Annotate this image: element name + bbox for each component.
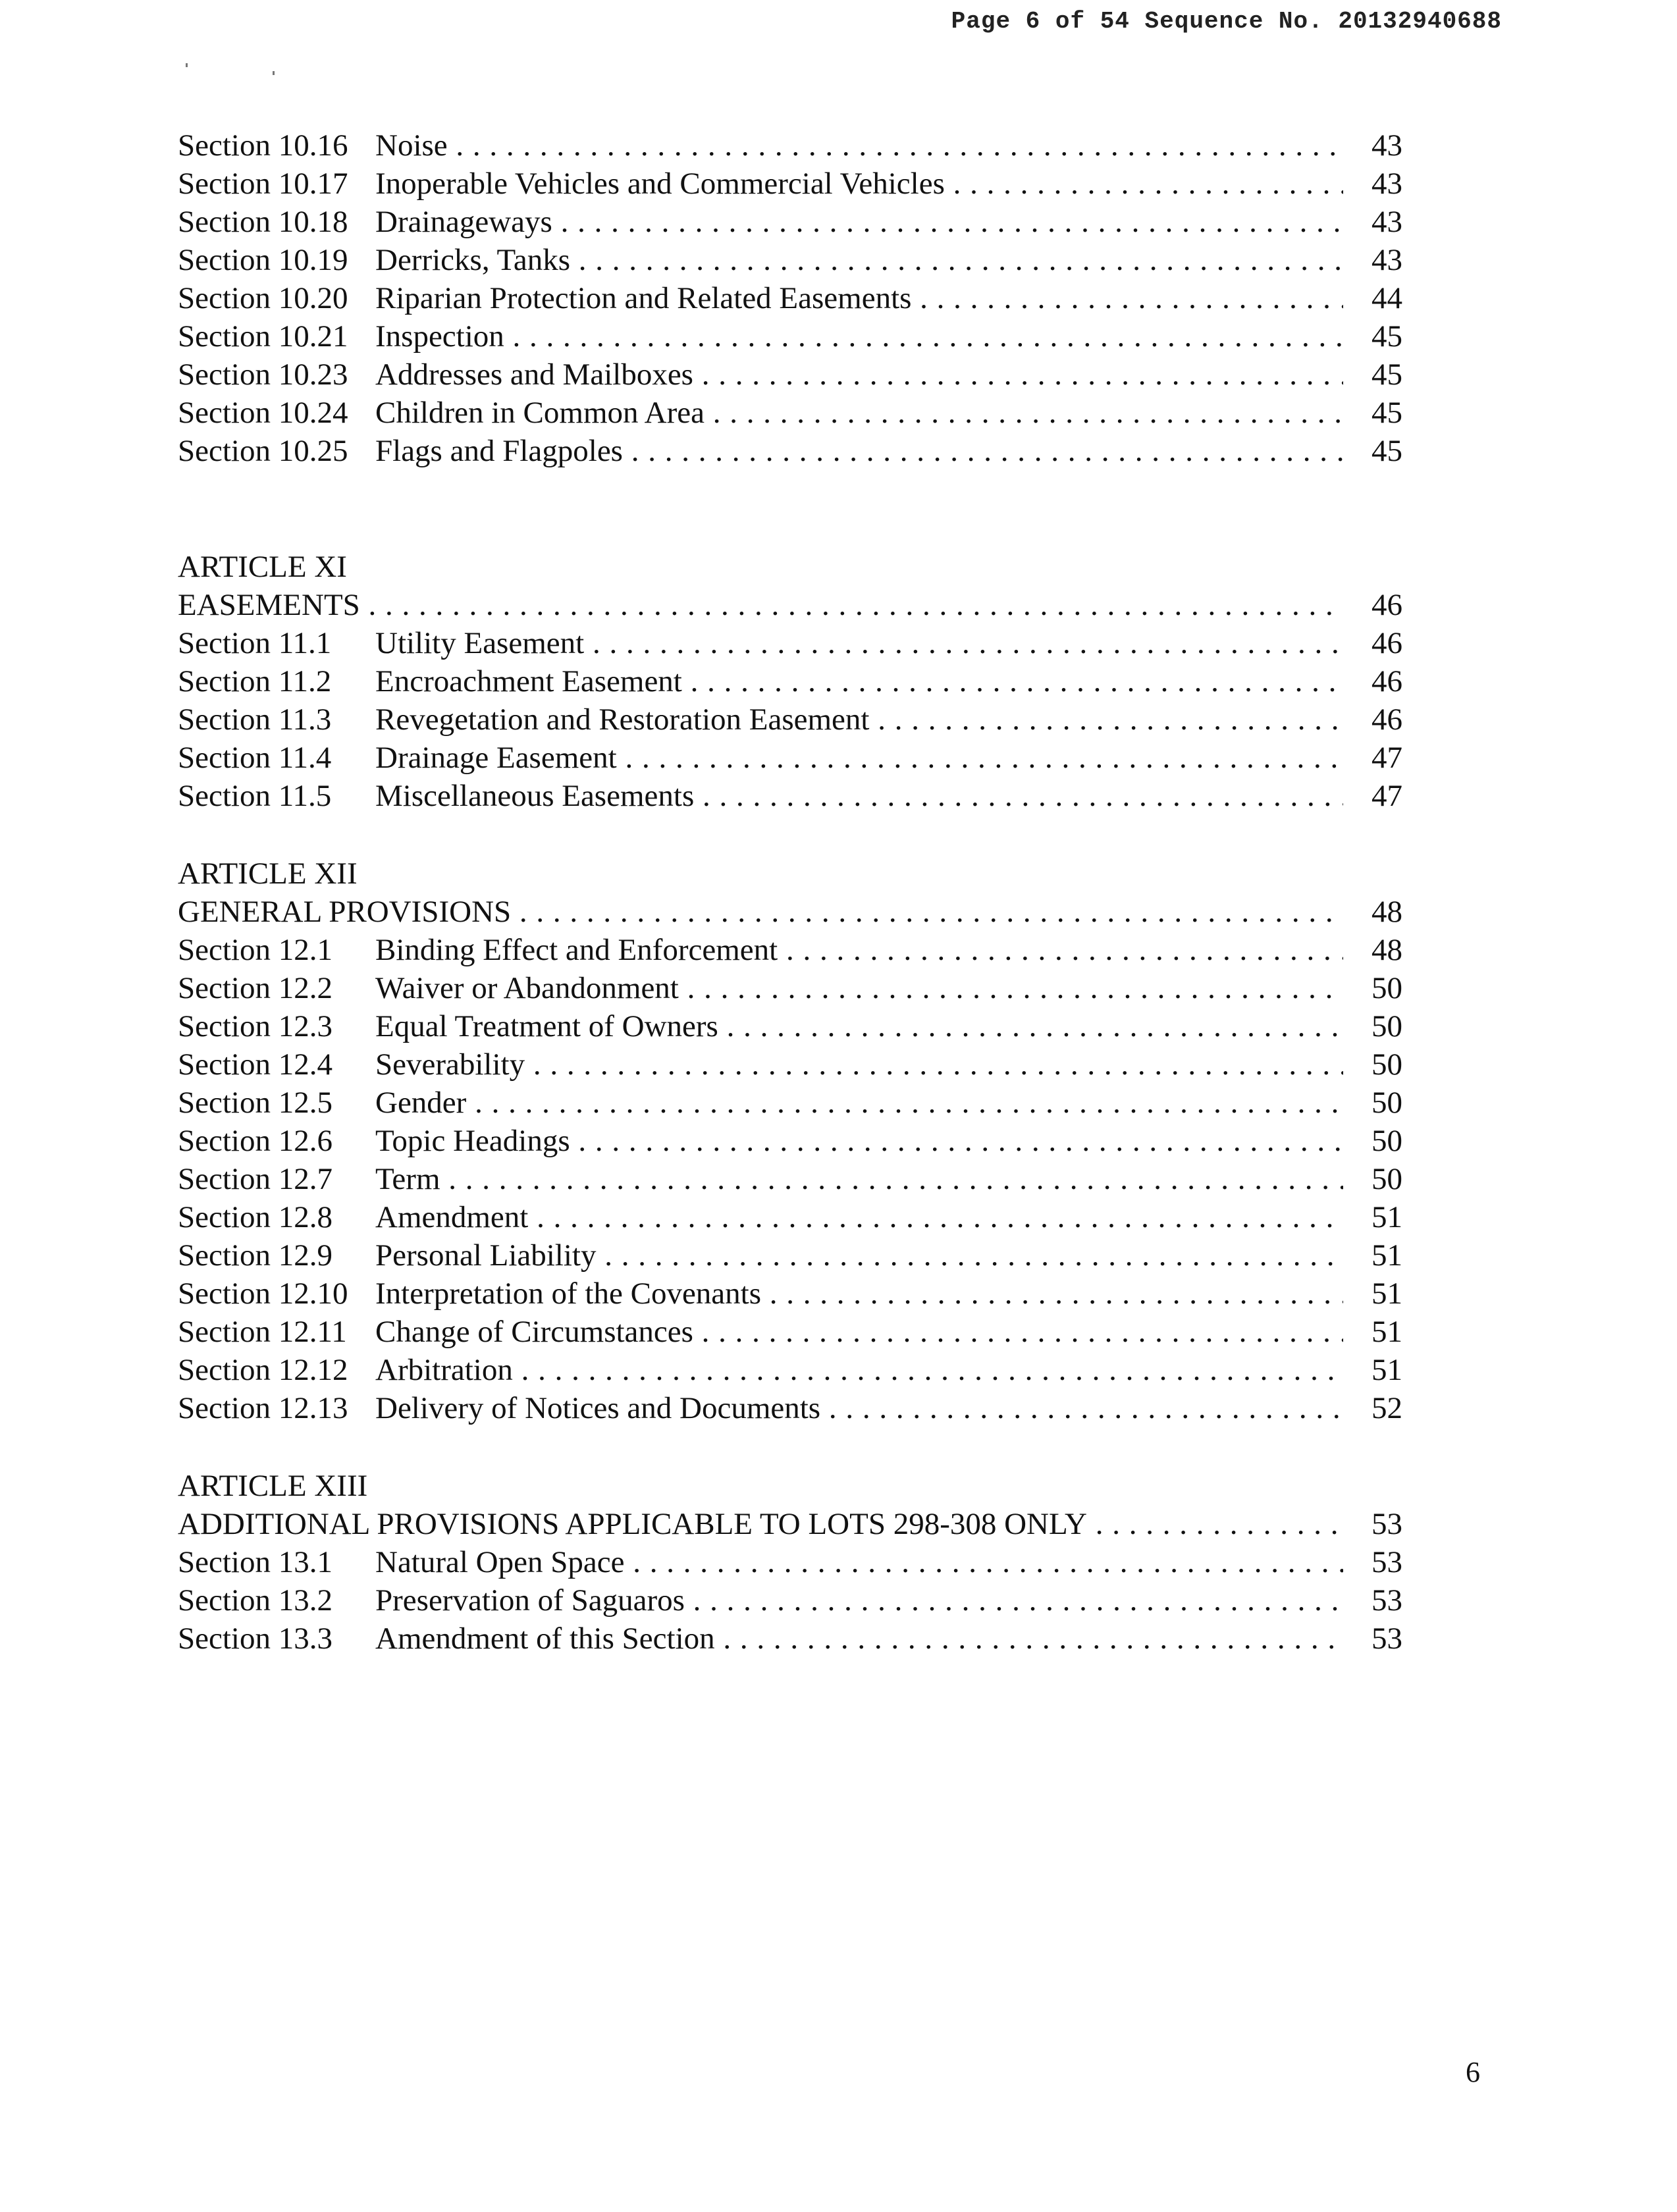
section-number: Section 13.2 xyxy=(178,1583,333,1618)
section-title: Severability . . . xyxy=(375,1045,1343,1084)
page-number: 46 xyxy=(1371,664,1402,698)
page-number: 45 xyxy=(1371,319,1402,354)
section-number: Section 12.5 xyxy=(178,1086,333,1120)
scan-speck xyxy=(273,71,275,75)
section-title: Equal Treatment of Owners . . . xyxy=(375,1007,1343,1045)
page-number: 53 xyxy=(1371,1507,1402,1541)
section-number: Section 10.23 xyxy=(178,357,348,392)
section-number: Section 12.9 xyxy=(178,1238,333,1273)
section-title: Delivery of Notices and Documents . . . xyxy=(375,1389,1343,1427)
section-number: Section 12.3 xyxy=(178,1009,333,1043)
toc-article-entry[interactable] xyxy=(178,586,1402,624)
section-number: Section 12.7 xyxy=(178,1162,333,1196)
article-title: ADDITIONAL PROVISIONS APPLICABLE TO LOTS 298-308 ONLY . . . xyxy=(178,1505,1343,1543)
toc-entry[interactable] xyxy=(178,356,1402,394)
table-of-contents xyxy=(178,126,1402,1658)
toc-entry[interactable] xyxy=(178,624,1402,662)
section-title: Utility Easement . . . xyxy=(375,624,1343,662)
section-number: Section 13.1 xyxy=(178,1545,333,1579)
page-number: 51 xyxy=(1371,1200,1402,1234)
toc-entry[interactable] xyxy=(178,394,1402,432)
toc-entry[interactable] xyxy=(178,777,1402,815)
toc-entry[interactable] xyxy=(178,1275,1402,1313)
toc-entry[interactable] xyxy=(178,1198,1402,1236)
section-title: Amendment . . . xyxy=(375,1198,1343,1236)
page-number: 45 xyxy=(1371,357,1402,392)
section-number: Section 12.6 xyxy=(178,1124,333,1158)
page-number: 50 xyxy=(1371,1124,1402,1158)
section-number: Section 13.3 xyxy=(178,1621,333,1656)
page-number: 44 xyxy=(1371,281,1402,315)
page-number: 43 xyxy=(1371,205,1402,239)
toc-entry[interactable] xyxy=(178,662,1402,700)
section-number: Section 10.19 xyxy=(178,243,348,277)
section-number: Section 10.20 xyxy=(178,281,348,315)
section-title: Children in Common Area . . . xyxy=(375,394,1343,432)
page-number: 43 xyxy=(1371,167,1402,201)
page-number: 45 xyxy=(1371,396,1402,430)
page-number: 53 xyxy=(1371,1583,1402,1618)
section-title: Personal Liability . . . xyxy=(375,1236,1343,1275)
toc-group-article-x-continued xyxy=(178,126,1402,470)
page-number: 48 xyxy=(1371,933,1402,967)
toc-entry[interactable] xyxy=(178,1620,1402,1658)
section-number: Section 12.1 xyxy=(178,933,333,967)
section-title: Revegetation and Restoration Easement . . . xyxy=(375,700,1343,739)
section-number: Section 11.3 xyxy=(178,702,332,737)
page-number: 46 xyxy=(1371,626,1402,660)
page-number: 46 xyxy=(1371,588,1402,622)
section-title: Interpretation of the Covenants . . . xyxy=(375,1275,1343,1313)
toc-entry[interactable] xyxy=(178,1160,1402,1198)
toc-entry[interactable] xyxy=(178,969,1402,1007)
footer-page-number: 6 xyxy=(1466,2056,1480,2088)
section-title: Binding Effect and Enforcement . . . xyxy=(375,931,1343,969)
page-number: 50 xyxy=(1371,971,1402,1005)
toc-article-entry[interactable] xyxy=(178,893,1402,931)
section-title: Drainageways . . . xyxy=(375,203,1343,241)
toc-entry[interactable] xyxy=(178,1236,1402,1275)
section-title: Encroachment Easement . . . xyxy=(375,662,1343,700)
scan-speck xyxy=(186,63,188,67)
section-title: Derricks, Tanks . . . xyxy=(375,241,1343,279)
page-number: 51 xyxy=(1371,1238,1402,1273)
toc-entry[interactable] xyxy=(178,279,1402,317)
section-title: Term . . . xyxy=(375,1160,1343,1198)
toc-group-article-xii xyxy=(178,855,1402,1427)
toc-group-article-xi xyxy=(178,548,1402,815)
page-number: 51 xyxy=(1371,1315,1402,1349)
section-number: Section 10.18 xyxy=(178,205,348,239)
section-title: Preservation of Saguaros . . . xyxy=(375,1581,1343,1620)
toc-entry[interactable] xyxy=(178,317,1402,356)
section-number: Section 11.2 xyxy=(178,664,332,698)
section-number: Section 12.4 xyxy=(178,1047,333,1082)
toc-entry[interactable] xyxy=(178,1122,1402,1160)
page-number: 51 xyxy=(1371,1353,1402,1387)
toc-entry[interactable] xyxy=(178,203,1402,241)
article-title: GENERAL PROVISIONS . . . xyxy=(178,893,1343,931)
page-number: 43 xyxy=(1371,243,1402,277)
section-title: Arbitration . . . xyxy=(375,1351,1343,1389)
toc-entry[interactable] xyxy=(178,1007,1402,1045)
section-number: Section 10.16 xyxy=(178,128,348,163)
article-label: ARTICLE XI xyxy=(178,550,347,584)
page-header-sequence: Page 6 of 54 Sequence No. 20132940688 xyxy=(951,8,1502,35)
page-number: 50 xyxy=(1371,1009,1402,1043)
section-title: Addresses and Mailboxes . . . xyxy=(375,356,1343,394)
page-number: 53 xyxy=(1371,1621,1402,1656)
page-number: 52 xyxy=(1371,1391,1402,1425)
section-title: Noise . . . xyxy=(375,126,1343,165)
section-number: Section 12.10 xyxy=(178,1277,348,1311)
toc-entry[interactable] xyxy=(178,931,1402,969)
section-title: Gender . . . xyxy=(375,1084,1343,1122)
section-number: Section 12.11 xyxy=(178,1315,347,1349)
toc-group-article-xiii xyxy=(178,1467,1402,1658)
toc-entry[interactable] xyxy=(178,1045,1402,1084)
toc-entry[interactable] xyxy=(178,1313,1402,1351)
section-number: Section 11.1 xyxy=(178,626,332,660)
toc-entry[interactable] xyxy=(178,739,1402,777)
section-title: Drainage Easement . . . xyxy=(375,739,1343,777)
page-number: 51 xyxy=(1371,1277,1402,1311)
page-number: 43 xyxy=(1371,128,1402,163)
page-number: 47 xyxy=(1371,741,1402,775)
toc-entry[interactable] xyxy=(178,241,1402,279)
page-number: 47 xyxy=(1371,779,1402,813)
section-number: Section 12.12 xyxy=(178,1353,348,1387)
section-title: Miscellaneous Easements . . . xyxy=(375,777,1343,815)
page-number: 50 xyxy=(1371,1047,1402,1082)
section-number: Section 10.17 xyxy=(178,167,348,201)
toc-entry[interactable] xyxy=(178,700,1402,739)
toc-entry[interactable] xyxy=(178,1351,1402,1389)
page-number: 50 xyxy=(1371,1086,1402,1120)
section-number: Section 12.2 xyxy=(178,971,333,1005)
section-number: Section 12.8 xyxy=(178,1200,333,1234)
section-title: Natural Open Space . . . xyxy=(375,1543,1343,1581)
toc-entry[interactable] xyxy=(178,1543,1402,1581)
toc-entry[interactable] xyxy=(178,1581,1402,1620)
section-title: Inoperable Vehicles and Commercial Vehicles . . . xyxy=(375,165,1343,203)
section-title: Inspection . . . xyxy=(375,317,1343,356)
article-title: EASEMENTS . . . xyxy=(178,586,1343,624)
section-title: Topic Headings . . . xyxy=(375,1122,1343,1160)
section-title: Riparian Protection and Related Easements . . . xyxy=(375,279,1343,317)
section-title: Flags and Flagpoles . . . xyxy=(375,432,1343,470)
toc-entry[interactable] xyxy=(178,126,1402,165)
section-title: Amendment of this Section . . . xyxy=(375,1620,1343,1658)
article-label: ARTICLE XII xyxy=(178,856,358,891)
section-title: Waiver or Abandonment . . . xyxy=(375,969,1343,1007)
page-number: 45 xyxy=(1371,434,1402,468)
toc-entry[interactable] xyxy=(178,165,1402,203)
section-number: Section 11.4 xyxy=(178,741,332,775)
section-title: Change of Circumstances . . . xyxy=(375,1313,1343,1351)
toc-entry[interactable] xyxy=(178,432,1402,470)
page-number: 53 xyxy=(1371,1545,1402,1579)
page-number: 48 xyxy=(1371,895,1402,929)
section-number: Section 11.5 xyxy=(178,779,332,813)
page-number: 46 xyxy=(1371,702,1402,737)
page-number: 50 xyxy=(1371,1162,1402,1196)
section-number: Section 10.21 xyxy=(178,319,348,354)
toc-entry[interactable] xyxy=(178,1389,1402,1427)
toc-entry[interactable] xyxy=(178,1084,1402,1122)
section-number: Section 12.13 xyxy=(178,1391,348,1425)
toc-article-entry[interactable] xyxy=(178,1505,1402,1543)
section-number: Section 10.25 xyxy=(178,434,348,468)
section-number: Section 10.24 xyxy=(178,396,348,430)
article-label: ARTICLE XIII xyxy=(178,1469,368,1503)
